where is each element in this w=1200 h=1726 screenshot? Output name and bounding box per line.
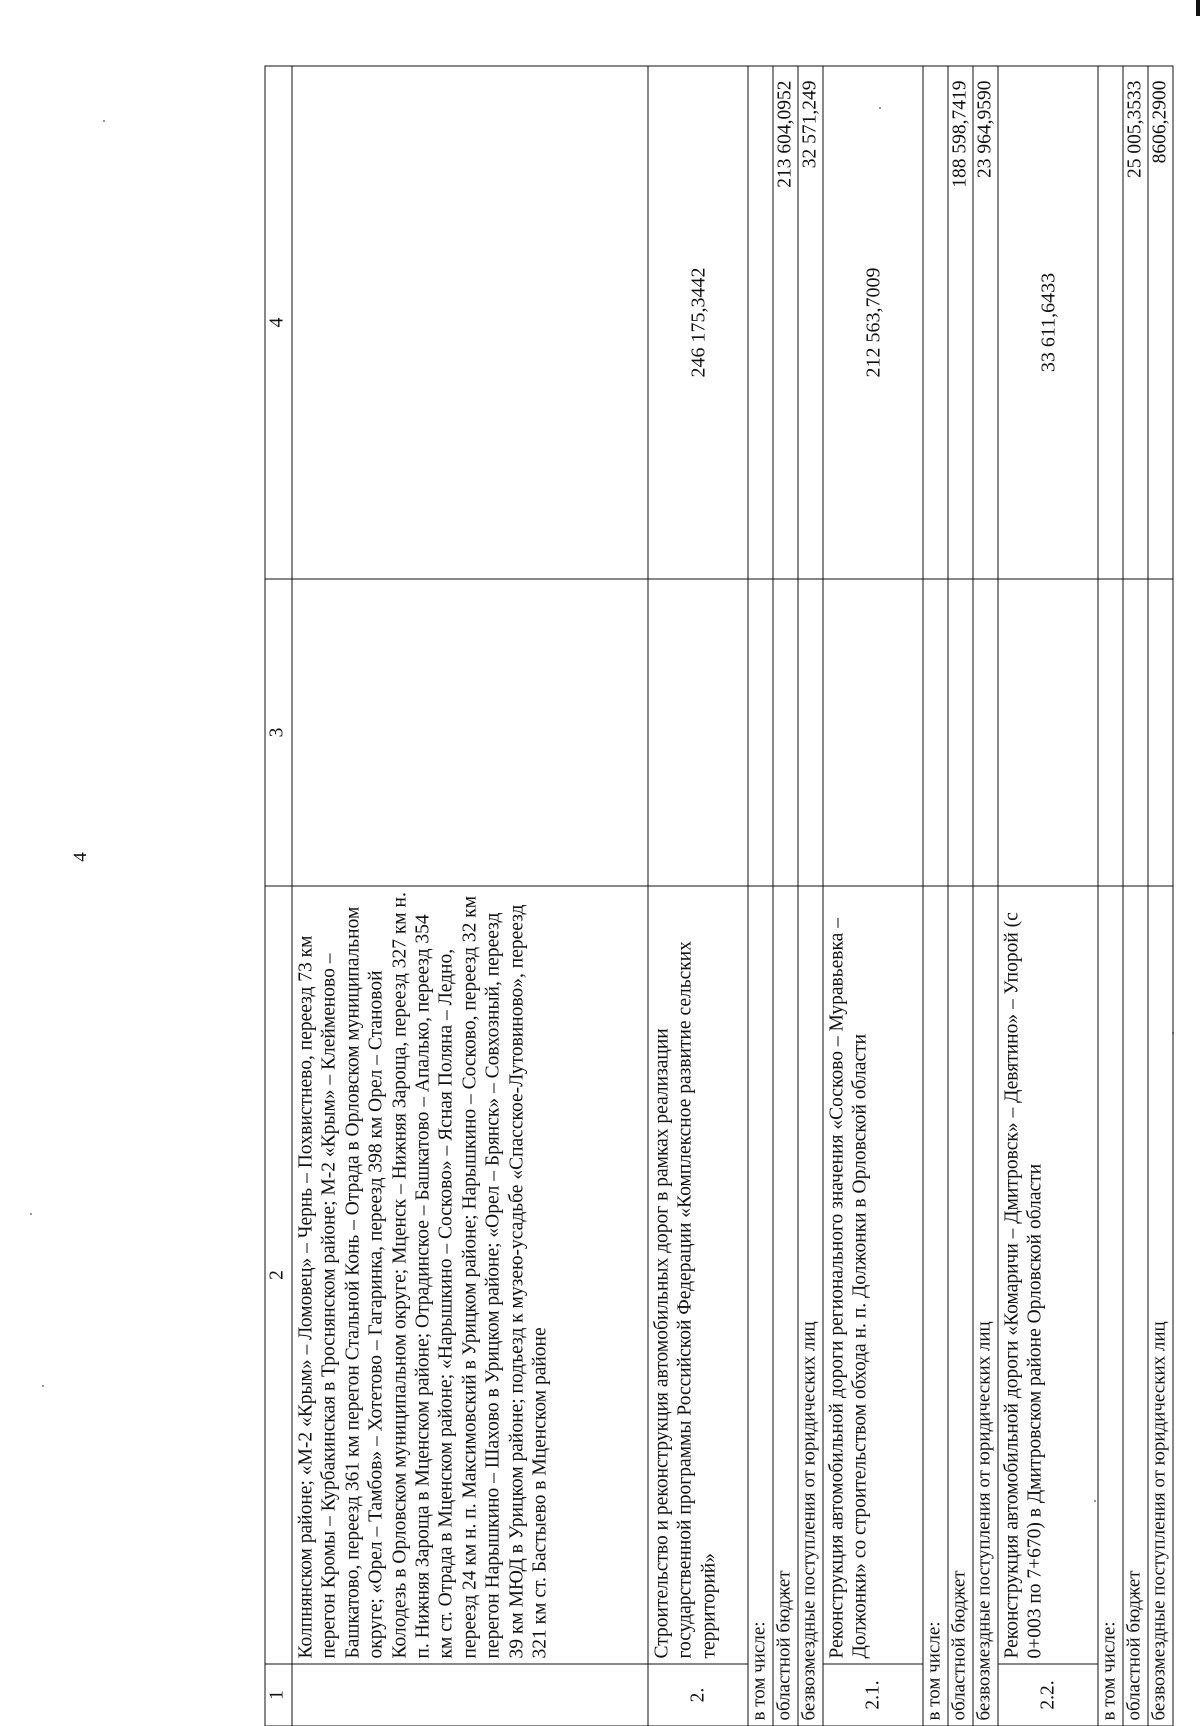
item-row [998,66,1098,1726]
including-row [748,66,773,1726]
empty-cell [948,579,973,886]
header-row [265,66,292,1726]
item-description: Реконструкция автомобильной дороги «Комаричи – Дмитровск» – Девятино» – Упорой (с 0+003 по 7+670) в Дмитровском районе Орловской области [998,886,1098,1664]
header-col-4: 4 [265,66,292,579]
regional-budget-value: 213 604,0952 [773,66,798,579]
header-col-2: 2 [265,886,292,1664]
empty-cell [798,579,823,886]
empty-cell [973,579,998,886]
item-col3 [823,579,923,886]
empty-cell [923,66,948,579]
funding-table [265,65,1174,1726]
grants-row [973,66,998,1726]
item-description: Строительство и реконструкция автомобильных дорог в рамках реализации государственной программы Российской Федерации «Комплексное развитие сельских территорий» [648,886,748,1664]
continuation-row [292,66,648,1726]
item-total-value: 33 611,6433 [998,66,1098,579]
continuation-col3 [292,579,648,886]
regional-budget-label: областной бюджет [1123,886,1148,1726]
grants-value: 8606,2900 [1148,66,1173,579]
item-col3 [998,579,1098,886]
grants-label: безвозмездные поступления от юридических лиц [798,886,823,1726]
including-label: в том числе: [748,886,773,1726]
regional-budget-row [948,66,973,1726]
item-row [823,66,923,1726]
item-number: 2. [648,1664,748,1726]
grants-value: 32 571,249 [798,66,823,579]
regional-budget-label: областной бюджет [948,886,973,1726]
item-number: 2.2. [998,1664,1098,1726]
continuation-num [292,1664,648,1726]
page-number: 4 [69,852,91,862]
grants-row [798,66,823,1726]
regional-budget-value: 25 005,3533 [1123,66,1148,579]
continuation-text: Колпнянском районе; «М-2 «Крым» – Ломовец» – Чернь – Поxвистнево, переезд 73 км перегон Кромы – Курбакинская в Троснянском районе; М-2 «Крым» – Клейменово – Башкатово, переезд 361 км перегон Стальной Конь – Отрада в Орловском муниципальном округе; «Орел – Тамбов» – Хотетово – Гагаринка, переезд 398 км Орел – Становой Колодезь в Орловском муниципальном округе; Мценск – Нижняя Зароща, переезд 327 км н. п. Нижняя Зароща в Мценском районе; Отрадинское – Башкатово – Апалько, переезд 354 км ст. Отрада в Мценском районе; «Нарышкино – Сосково» – Ясная Поляна – Ледно, переезд 24 км н. п. Максимовский в Урицком районе; Нарышкино – Сосково, переезд 32 км перегон Нарышкино – Шахово в Урицком районе; «Орел – Брянск» – Совхозный, переезд 39 км МЮД в Урицком районе; подъезд к музею-усадьбе «Спасское-Лутовиново», переезд 321 км ст. Бастыево в Мценском районе [292,886,648,1664]
regional-budget-row [773,66,798,1726]
including-row [923,66,948,1726]
regional-budget-label: областной бюджет [773,886,798,1726]
item-number: 2.1. [823,1664,923,1726]
grants-row [1148,66,1173,1726]
continuation-col4 [292,66,648,579]
empty-cell [748,66,773,579]
scan-edge-mark [1196,0,1200,16]
item-total-value: 246 175,3442 [648,66,748,579]
regional-budget-value: 188 598,7419 [948,66,973,579]
item-col3 [648,579,748,886]
grants-label: безвозмездные поступления от юридических лиц [1148,886,1173,1726]
empty-cell [748,579,773,886]
rotated-table-wrapper [265,66,1171,1726]
grants-label: безвозмездные поступления от юридических лиц [973,886,998,1726]
item-row [648,66,748,1726]
including-label: в том числе: [923,886,948,1726]
scan-speck [42,1385,44,1387]
item-description: Реконструкция автомобильной дороги регионального значения «Сосково – Муравьевка – Должонки» со строительством обхода н. п. Должонки в Орловской области [823,886,923,1664]
including-label: в том числе: [1098,886,1123,1726]
item-total-value: 212 563,7009 [823,66,923,579]
empty-cell [1123,579,1148,886]
scan-speck [30,1213,32,1215]
header-col-3: 3 [265,579,292,886]
including-row [1098,66,1123,1726]
scan-speck [103,120,105,122]
empty-cell [1098,579,1123,886]
empty-cell [1098,66,1123,579]
grants-value: 23 964,9590 [973,66,998,579]
regional-budget-row [1123,66,1148,1726]
empty-cell [773,579,798,886]
header-col-1: 1 [265,1664,292,1726]
empty-cell [1148,579,1173,886]
empty-cell [923,579,948,886]
